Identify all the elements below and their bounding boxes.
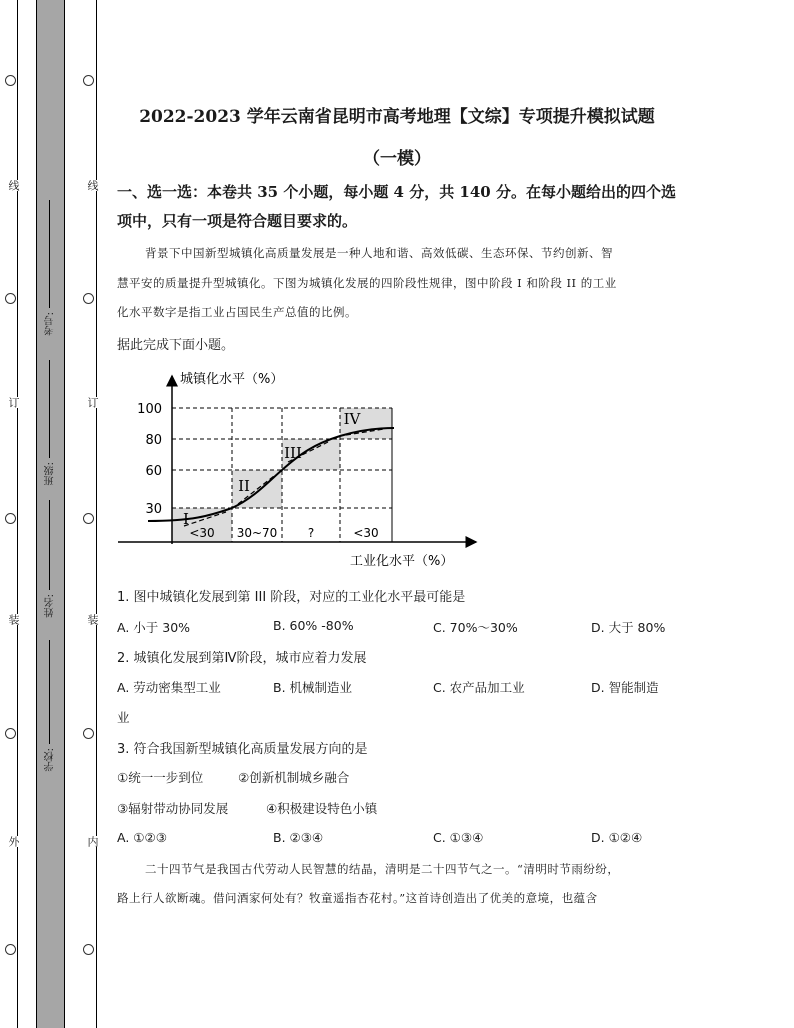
binding-char: 外 [7, 836, 20, 847]
punch-hole [83, 513, 94, 524]
binding-char: 线 [86, 180, 99, 191]
punch-hole [83, 75, 94, 86]
y-axis-label: 城镇化水平（%） [180, 372, 284, 387]
x-segment-label: <30 [189, 526, 215, 540]
binding-char: 内 [86, 836, 99, 847]
passage-text: 二十四节气是我国古代劳动人民智慧的结晶，清明是二十四节气之一。“清明时节雨纷纷， [145, 862, 620, 876]
q1-option-a[interactable]: A. 小于 30% [117, 620, 191, 635]
y-tick-label: 60 [145, 464, 162, 479]
school-label: 学校: [45, 748, 56, 772]
punch-hole [5, 293, 16, 304]
class-line [49, 360, 50, 458]
strip-edge-right [64, 0, 65, 1028]
intro-text: 慧平安的质量提升型城镇化。下图为城镇化发展的四阶段性规律，图中阶段 I 和阶段 II 的工业 [117, 276, 617, 290]
passage-text: 路上行人欲断魂。借问酒家何处有？牧童遥指杏花村。”这首诗创造出了优美的意境，也蕴含 [117, 891, 598, 905]
q2-option-c[interactable]: C. 农产品加工业 [433, 680, 525, 695]
q3-item: ①统一一步到位 [117, 770, 204, 785]
cut-line [17, 0, 18, 1028]
punch-hole [83, 944, 94, 955]
section-heading: 一、选一选：本卷共 35 个小题，每小题 4 分，共 140 分。在每小题给出的四个选 [117, 183, 676, 201]
q2-option-d[interactable]: D. 智能制造 [591, 680, 659, 695]
q3-item: ④积极建设特色小镇 [266, 801, 378, 816]
urbanization-chart [114, 366, 484, 571]
x-axis-label: 工业化水平（%） [350, 554, 454, 569]
y-tick-label: 100 [137, 402, 162, 417]
name-line [49, 500, 50, 590]
punch-hole [83, 293, 94, 304]
punch-hole [5, 944, 16, 955]
q3-option-c[interactable]: C. ①③④ [433, 830, 484, 845]
x-segment-label: <30 [353, 526, 379, 540]
q3-item: ②创新机制城乡融合 [238, 770, 350, 785]
question-2: 2. 城镇化发展到第Ⅳ阶段，城市应着力发展 [117, 651, 367, 666]
exam-number-line [49, 200, 50, 308]
q2-option-a[interactable]: A. 劳动密集型工业 [117, 680, 221, 695]
question-1: 1. 图中城镇化发展到第 III 阶段，对应的工业化水平最可能是 [117, 590, 466, 605]
document-title: 2022-2023 学年云南省昆明市高考地理【文综】专项提升模拟试题 [139, 107, 655, 127]
q1-option-d[interactable]: D. 大于 80% [591, 620, 666, 635]
x-segment-label: ? [307, 526, 315, 540]
stage-label: I [183, 510, 189, 528]
name-label: 姓名: [45, 594, 56, 618]
binding-char: 装 [7, 614, 20, 625]
intro-text: 化水平数字是指工业占国民生产总值的比例。 [117, 305, 357, 319]
punch-hole [5, 728, 16, 739]
section-heading-cont: 项中，只有一项是符合题目要求的。 [117, 212, 358, 230]
q1-option-b[interactable]: B. 60% -80% [273, 618, 354, 633]
school-line [49, 640, 50, 744]
stage-label: III [284, 444, 302, 462]
q2-option-b[interactable]: B. 机械制造业 [273, 680, 353, 695]
q3-item: ③辐射带动协同发展 [117, 801, 229, 816]
punch-hole [5, 513, 16, 524]
q3-option-b[interactable]: B. ②③④ [273, 830, 324, 845]
q1-option-c[interactable]: C. 70%～30% [433, 620, 518, 635]
binding-strip [36, 0, 64, 1028]
exam-number-label: 考号: [45, 312, 56, 336]
q3-option-d[interactable]: D. ①②④ [591, 830, 643, 845]
binding-char: 线 [7, 180, 20, 191]
strip-edge-left [36, 0, 37, 1028]
punch-hole [5, 75, 16, 86]
binding-char: 订 [86, 397, 99, 408]
binding-margin [0, 0, 104, 1028]
intro-text: 背景下中国新型城镇化高质量发展是一种人地和谐、高效低碳、生态环保、节约创新、智 [145, 246, 613, 260]
stage-label: IV [343, 410, 361, 428]
question-3: 3. 符合我国新型城镇化高质量发展方向的是 [117, 742, 368, 757]
prompt-text: 据此完成下面小题。 [117, 338, 235, 353]
y-tick-label: 80 [145, 433, 162, 448]
q3-option-a[interactable]: A. ①②③ [117, 830, 167, 845]
x-segment-label: 30~70 [236, 526, 278, 540]
punch-hole [83, 728, 94, 739]
q2-option-d-wrap: 业 [117, 710, 130, 725]
y-tick-label: 30 [145, 502, 162, 517]
inner-cut-line [96, 0, 97, 1028]
binding-char: 装 [86, 614, 99, 625]
binding-char: 订 [7, 397, 20, 408]
document-subtitle: （一模） [363, 149, 431, 169]
stage-label: II [238, 477, 250, 495]
class-label: 班级: [45, 462, 56, 486]
